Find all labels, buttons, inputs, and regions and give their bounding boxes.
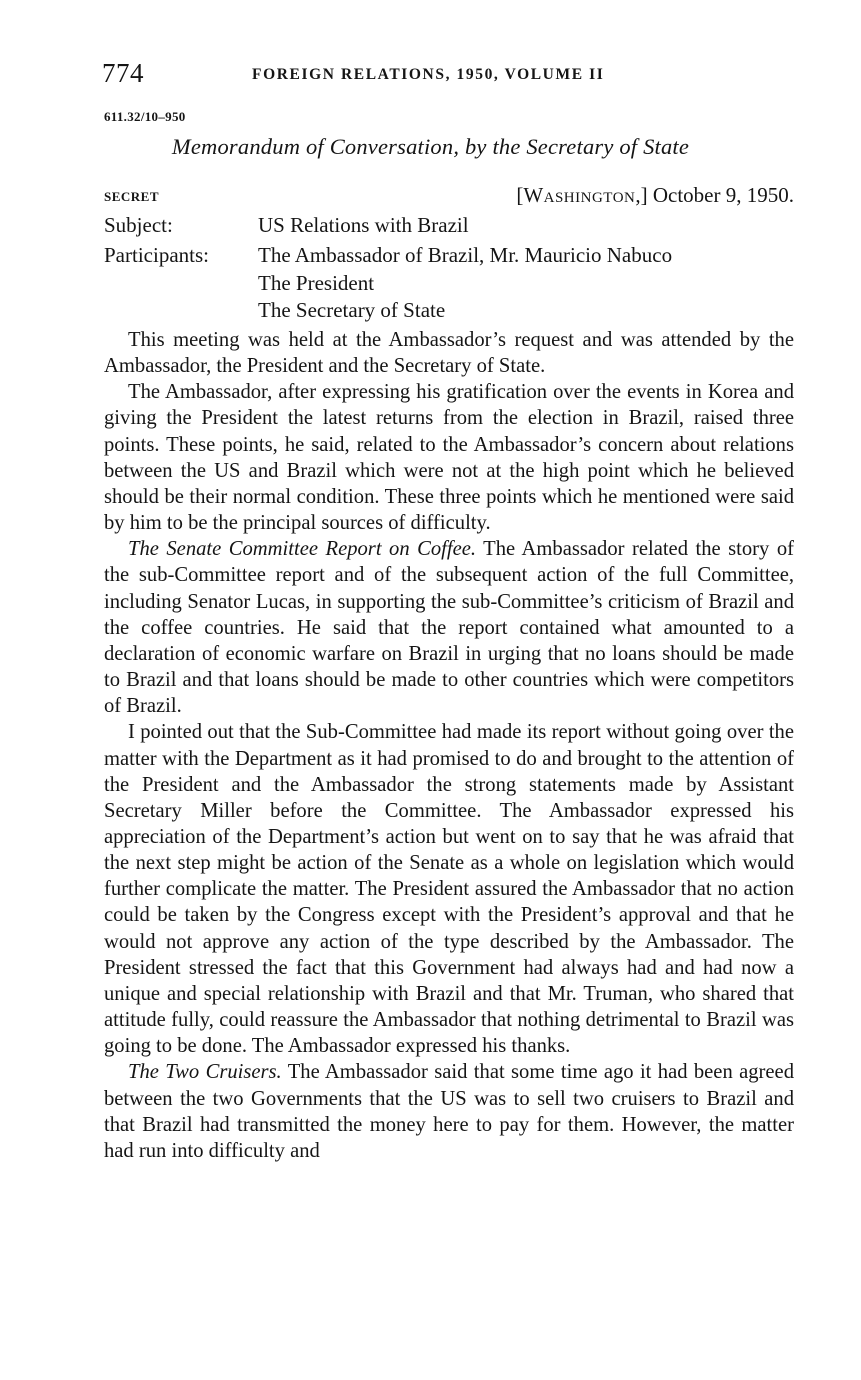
paragraph-text: I pointed out that the Sub-Committee had made its report without going over the matter with the Department as it had promised to do and brought to the attention of the President and the Ambassador the strong statements made by Assistant Secretary Miller before the Committee. The Ambassador expressed his appreciation of the Department’s action but went on to say that he was afraid that the next step might be action of the Senate as a whole on legislation which would further complicate the matter. The President assured the Ambassador that no action could be taken by the Congress except with the President’s approval and that he would not approve any action of the type described by the Ambassador. The President stressed the fact that this Government had always had and had now a unique and special relationship with Brazil and that Mr. Truman, who shared that attitude fully, could reassure the Ambassador that nothing detrimental to Brazil was going to be done. The Ambassador expressed his thanks. xyxy=(104,721,794,1058)
paragraph-text: This meeting was held at the Ambassador’s request and was attended by the Ambassador, the President and the Secretary of State. xyxy=(104,329,794,378)
memorandum-body xyxy=(104,327,794,1164)
participant-ambassador: The Ambassador of Brazil, Mr. Mauricio Nabuco xyxy=(258,243,673,267)
paragraph xyxy=(104,719,794,1059)
section-heading: The Senate Committee Report on Coffee. xyxy=(128,538,477,561)
participants-label: Participants: xyxy=(104,243,209,267)
dateline-date: October 9, 1950. xyxy=(652,183,794,207)
classification-row xyxy=(104,183,794,211)
paragraph xyxy=(104,1059,794,1164)
paragraph xyxy=(104,536,794,719)
page-header xyxy=(102,58,802,92)
subject-value: US Relations with Brazil xyxy=(258,213,469,237)
running-head: FOREIGN RELATIONS, 1950, VOLUME II xyxy=(252,66,605,83)
document-title: Memorandum of Conversation, by the Secretary of State xyxy=(171,134,690,159)
paragraph-text: The Ambassador said that some time ago it had been agreed between the two Governments that the US was to sell two cruisers to Brazil and that Brazil had transmitted the money here to pay for them. However, the matter had run into difficulty and xyxy=(104,1061,794,1162)
dateline-place: Washington xyxy=(523,183,636,207)
section-heading: The Two Cruisers. xyxy=(128,1061,282,1084)
paragraph-text: The Ambassador, after expressing his gratification over the events in Korea and giving the President the latest returns from the election in Brazil, raised three points. These points, he said, related to the Ambassador’s concern about relations between the US and Brazil which were not at the high point which he believed should be their normal condition. These three points which he mentioned were said by him to be the principal sources of difficulty. xyxy=(104,381,794,535)
subject-label: Subject: xyxy=(104,213,173,237)
paragraph xyxy=(104,327,794,379)
participant-president: The President xyxy=(258,271,375,295)
page-number: 774 xyxy=(102,58,144,88)
paragraph-text: The Ambassador related the story of the sub-Committee report and of the subsequent action of the full Committee, including Senator Lucas, in supporting the sub-Committee’s criticism of Brazil and the coffee countries. He said that the report contained what amounted to a declaration of economic warfare on Brazil in urging that no loans should be made to Brazil and that loans should be made to other countries which were competitors of Brazil. xyxy=(104,538,794,718)
file-number: 611.32/10–950 xyxy=(104,109,186,124)
dateline: [Washington,] October 9, 1950. xyxy=(516,183,794,207)
classification-label: SECRET xyxy=(104,189,160,204)
participant-secretary: The Secretary of State xyxy=(258,298,446,322)
paragraph xyxy=(104,379,794,536)
